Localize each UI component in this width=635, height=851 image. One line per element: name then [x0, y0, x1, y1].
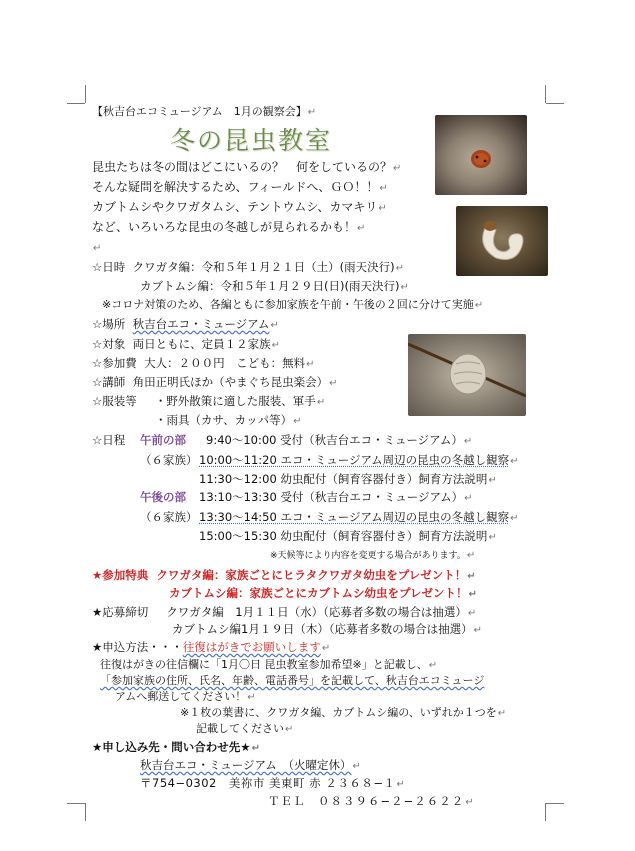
crop-mark	[67, 803, 85, 804]
contact-tel: ＴＥＬ ０８３９６−２−２６２２↵	[268, 794, 475, 808]
fee-row: ☆参加費 大人：２００円 こども：無料↵	[92, 356, 315, 370]
crop-mark	[545, 85, 546, 103]
crop-mark	[67, 103, 85, 104]
larva-photo	[456, 206, 548, 276]
morning-label: 午前の部	[140, 433, 186, 447]
target-row: ☆対象 両日ともに、定員１２家族↵	[92, 337, 281, 351]
schedule-row: 15:00〜15:30 幼虫配付（飼育容器付き）飼育方法説明↵	[199, 529, 497, 543]
date-row: ☆日時 クワガタ編：令和５年１月２１日（土）(雨天決行)↵	[92, 260, 404, 274]
header: 【秋吉台エコミュージアム 1月の観察会】↵	[92, 105, 317, 118]
deadline-row: ★応募締切 クワガタ編 1月１１日（水）（応募者多数の場合は抽選）↵	[92, 605, 477, 619]
blank-line: ↵	[93, 243, 102, 254]
schedule-row: 10:00〜11:20 エコ・ミュージアム周辺の昆虫の冬越し観察↵	[199, 453, 519, 467]
crop-mark	[85, 85, 86, 103]
crop-mark	[546, 803, 564, 804]
schedule-row: 13:10〜13:30 受付（秋吉台エコ・ミュージアム）↵	[199, 490, 473, 504]
weather-note: ※天候等により内容を変更する場合があります。↵	[270, 550, 476, 561]
intro-line: 昆虫たちは冬の間はどこにいるの？ 何をしているの？↵	[92, 160, 402, 174]
larva-icon	[456, 206, 548, 276]
ladybug-photo	[435, 115, 527, 195]
contact-address: 〒754−0302 美祢市 美東町 赤 ２３６８−１↵	[140, 776, 406, 790]
bonus-row: ★参加特典 クワガタ編：家族ごとにヒラタクワガタ幼虫をプレゼント！↵	[92, 568, 476, 582]
families-label: （６家族）	[140, 510, 198, 524]
apply-note: ※１枚の葉書に、クワガタ編、カブトムシ編の、いずれか１つを↵	[180, 706, 507, 719]
apply-row: ★申込方法・・・往復はがきでお願いします↵	[92, 640, 331, 654]
intro-line: そんな疑問を解決するため、フィールドへ、ＧＯ！！↵	[92, 180, 388, 194]
bonus-row-2: カブトムシ編：家族ごとにカブトムシ幼虫をプレゼント！↵	[169, 586, 477, 600]
deadline-row-2: カブトムシ編1月１９日（木）（応募者多数の場合は抽選）↵	[172, 622, 482, 636]
date-row-2: カブトムシ編：令和５年１月２９日(日)(雨天決行)↵	[140, 279, 409, 293]
clothing-row-2: ・雨具（カサ、カッパ等）↵	[155, 413, 302, 427]
intro-line: カブトムシやクワガタムシ、テントウムシ、カマキリ↵	[92, 200, 387, 214]
lecturer-row: ☆講師 角田正明氏ほか（やまぐち昆虫楽会）↵	[92, 375, 338, 389]
ladybug-icon	[435, 115, 527, 195]
mantis-egg-photo	[408, 334, 526, 416]
egg-case-icon	[408, 334, 526, 416]
crop-mark	[85, 803, 86, 821]
schedule-row: 11:30〜12:00 幼虫配付（飼育容器付き）飼育方法説明↵	[199, 472, 497, 486]
apply-note-2: 記載してください↵	[196, 722, 294, 735]
apply-body: 「参加家族の住所、氏名、年齢、電話番号」を記載して、秋吉台エコミュージ	[100, 674, 485, 687]
apply-body: アムへ郵送してください！↵	[115, 690, 256, 703]
apply-body: 往復はがきの往信欄に「1月〇日 昆虫教室参加希望※」と記載し、↵	[100, 658, 438, 671]
place-row: ☆場所 秋吉台エコ・ミュージアム↵	[92, 317, 279, 331]
schedule-row: 13:30〜14:50 エコ・ミュージアム周辺の昆虫の冬越し観察↵	[199, 510, 519, 524]
crop-mark	[546, 103, 564, 104]
crop-mark	[545, 803, 546, 821]
contact-label: ★申し込み先・問い合わせ先★↵	[92, 740, 261, 754]
schedule-label: ☆日程	[92, 433, 126, 447]
intro-line: など、いろいろな昆虫の冬越しが見られるかも！↵	[92, 220, 366, 234]
families-label: （６家族）	[140, 453, 198, 467]
contact-name: 秋吉台エコ・ミュージアム （火曜定休）↵	[140, 758, 361, 772]
clothing-row: ☆服装等 ・野外散策に適した服装、軍手↵	[92, 394, 326, 408]
date-note: ※コロナ対策のため、各編ともに参加家族を午前・午後の２回に分けて実施↵	[102, 298, 484, 311]
schedule-row: 9:40〜10:00 受付（秋吉台エコ・ミュージアム）↵	[206, 433, 473, 447]
page-title: 冬の昆虫教室	[170, 126, 333, 155]
afternoon-label: 午後の部	[140, 490, 186, 504]
